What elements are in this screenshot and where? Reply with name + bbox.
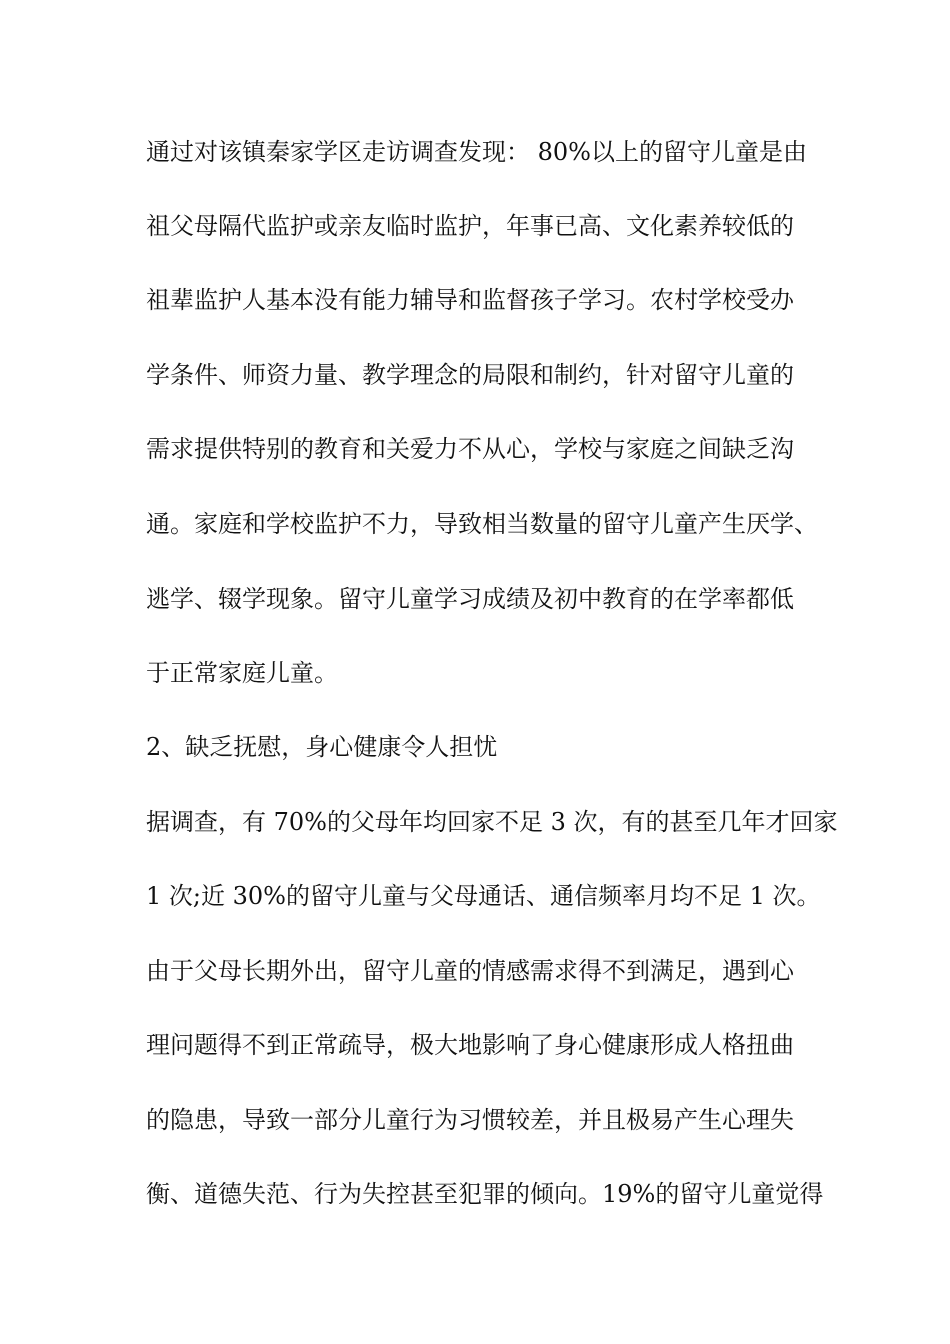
paragraph-line: 逃学、辍学现象。留守儿童学习成绩及初中教育的在学率都低	[146, 585, 794, 613]
paragraph-line: 衡、道德失范、行为失控甚至犯罪的倾向。19%的留守儿童觉得	[146, 1180, 824, 1208]
paragraph-line: 理问题得不到正常疏导，极大地影响了身心健康形成人格扭曲	[146, 1031, 794, 1059]
paragraph-line: 祖父母隔代监护或亲友临时监护，年事已高、文化素养较低的	[146, 212, 794, 240]
section-heading: 2、缺乏抚慰，身心健康令人担忧	[146, 733, 498, 761]
paragraph-line: 由于父母长期外出，留守儿童的情感需求得不到满足，遇到心	[146, 957, 794, 985]
paragraph-line: 祖辈监护人基本没有能力辅导和监督孩子学习。农村学校受办	[146, 286, 794, 314]
paragraph-line: 需求提供特别的教育和关爱力不从心，学校与家庭之间缺乏沟	[146, 435, 794, 463]
paragraph-line: 于正常家庭儿童。	[146, 659, 338, 687]
paragraph-line: 的隐患，导致一部分儿童行为习惯较差，并且极易产生心理失	[146, 1106, 794, 1134]
paragraph-line: 据调查，有 70%的父母年均回家不足 3 次，有的甚至几年才回家	[146, 808, 838, 836]
paragraph-line: 通过对该镇秦家学区走访调查发现： 80%以上的留守儿童是由	[146, 138, 807, 166]
paragraph-line: 通。家庭和学校监护不力，导致相当数量的留守儿童产生厌学、	[146, 510, 818, 538]
paragraph-line: 1 次;近 30%的留守儿童与父母通话、通信频率月均不足 1 次。	[146, 882, 821, 910]
paragraph-line: 学条件、师资力量、教学理念的局限和制约，针对留守儿童的	[146, 361, 794, 389]
